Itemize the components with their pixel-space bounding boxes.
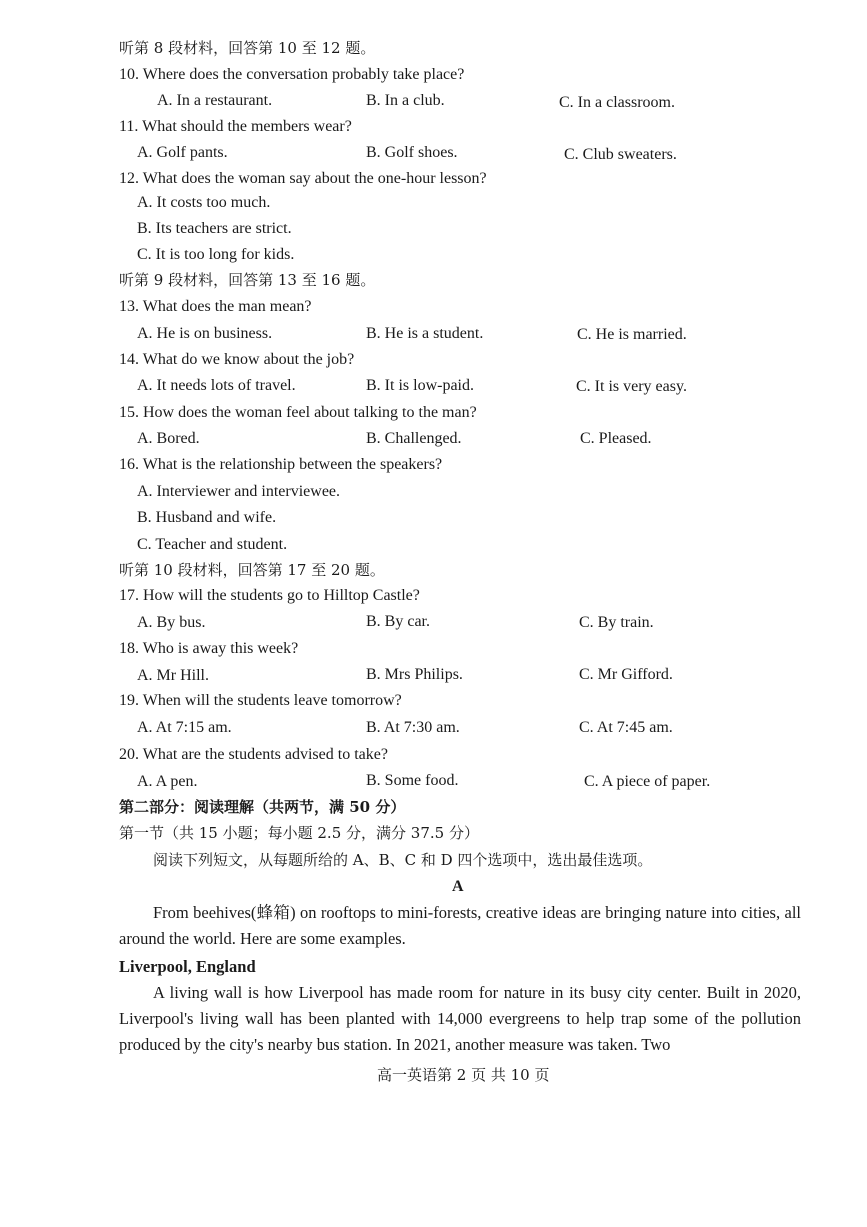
question-10-option-b: B. In a club. (366, 92, 445, 109)
passage-letter: A (452, 878, 464, 895)
question-15-option-c: C. Pleased. (580, 430, 652, 447)
question-20-option-b: B. Some food. (366, 772, 459, 789)
question-12-option-a: A. It costs too much. (137, 194, 271, 211)
passage-intro-text: From beehives(蜂箱) on rooftops to mini-forests, creative ideas are bringing nature into cities, all around the world. Here are some examples. (119, 903, 801, 948)
section-heading-8: 听第 8 段材料，回答第 10 至 12 题。 (119, 39, 376, 57)
passage-body (119, 980, 801, 1058)
question-16-option-a: A. Interviewer and interviewee. (137, 483, 341, 500)
question-18-option-a: A. Mr Hill. (137, 667, 209, 684)
passage-subheading: Liverpool, England (119, 957, 256, 976)
question-18-stem: 18. Who is away this week? (119, 640, 299, 657)
question-15-option-b: B. Challenged. (366, 430, 462, 447)
question-17-option-a: A. By bus. (137, 614, 206, 631)
question-14-option-a: A. It needs lots of travel. (137, 377, 296, 394)
question-15-stem: 15. How does the woman feel about talking to the man? (119, 404, 477, 421)
question-13-option-a: A. He is on business. (137, 325, 273, 342)
question-14-stem: 14. What do we know about the job? (119, 351, 355, 368)
question-10-stem: 10. Where does the conversation probably take place? (119, 66, 465, 83)
passage-intro (119, 900, 801, 952)
passage-body-text: A living wall is how Liverpool has made room for nature in its busy city center. Built in 2020, Liverpool's living wall has been planted with 14,000 evergreens to help trap some of the pollution produced by the city's nearby bus station. In 2021, another measure was taken. Two (119, 983, 801, 1054)
question-14-option-c: C. It is very easy. (576, 378, 687, 395)
question-12-stem: 12. What does the woman say about the one-hour lesson? (119, 170, 487, 187)
question-18-option-c: C. Mr Gifford. (579, 666, 673, 683)
section-one-title: 第一节（共 15 小题；每小题 2.5 分，满分 37.5 分） (119, 824, 479, 842)
page-footer: 高一英语第 2 页 共 10 页 (377, 1066, 550, 1084)
question-13-stem: 13. What does the man mean? (119, 298, 312, 315)
question-11-stem: 11. What should the members wear? (119, 118, 352, 135)
section-heading-10: 听第 10 段材料，回答第 17 至 20 题。 (119, 561, 385, 579)
question-19-option-a: A. At 7:15 am. (137, 719, 232, 736)
question-19-option-c: C. At 7:45 am. (579, 719, 673, 736)
reading-instruction: 阅读下列短文，从每题所给的 A、B、C 和 D 四个选项中，选出最佳选项。 (153, 851, 653, 869)
question-19-option-b: B. At 7:30 am. (366, 719, 460, 736)
question-13-option-b: B. He is a student. (366, 325, 484, 342)
question-20-option-a: A. A pen. (137, 773, 198, 790)
question-16-option-b: B. Husband and wife. (137, 509, 277, 526)
question-20-option-c: C. A piece of paper. (584, 773, 711, 790)
question-16-stem: 16. What is the relationship between the speakers? (119, 456, 443, 473)
question-12-option-c: C. It is too long for kids. (137, 246, 295, 263)
question-17-stem: 17. How will the students go to Hilltop Castle? (119, 587, 420, 604)
question-11-option-b: B. Golf shoes. (366, 144, 458, 161)
part-two-title: 第二部分：阅读理解（共两节，满 50 分） (119, 798, 406, 816)
question-12-option-b: B. Its teachers are strict. (137, 220, 292, 237)
section-heading-9: 听第 9 段材料，回答第 13 至 16 题。 (119, 271, 376, 289)
question-11-option-c: C. Club sweaters. (564, 146, 677, 163)
question-18-option-b: B. Mrs Philips. (366, 666, 463, 683)
question-17-option-b: B. By car. (366, 613, 430, 630)
question-11-option-a: A. Golf pants. (137, 144, 228, 161)
question-15-option-a: A. Bored. (137, 430, 200, 447)
question-14-option-b: B. It is low-paid. (366, 377, 474, 394)
question-19-stem: 19. When will the students leave tomorrow? (119, 692, 402, 709)
question-16-option-c: C. Teacher and student. (137, 536, 288, 553)
question-10-option-c: C. In a classroom. (559, 94, 675, 111)
question-10-option-a: A. In a restaurant. (157, 92, 273, 109)
question-17-option-c: C. By train. (579, 614, 654, 631)
question-13-option-c: C. He is married. (577, 326, 687, 343)
question-20-stem: 20. What are the students advised to take? (119, 746, 388, 763)
